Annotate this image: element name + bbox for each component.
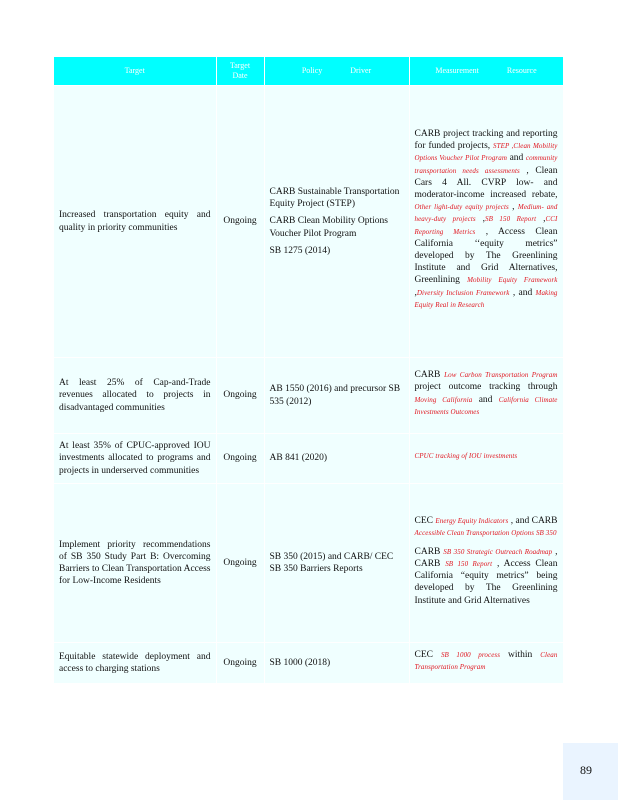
header-measurement-resource bbox=[409, 57, 563, 86]
resource-link: community transportation needs assessments bbox=[414, 154, 558, 175]
measurement-paragraph bbox=[415, 649, 558, 673]
target-cell: Implement priority recommendations of SB 350 Study Part B: Overcoming Barriers to Clean Transportation Access for Low-Income Residents bbox=[54, 484, 216, 643]
policy-item: CARB Clean Mobility Options Voucher Pilot Program bbox=[269, 216, 388, 239]
target-date-cell: Ongoing bbox=[216, 434, 264, 484]
resource-link: Diversity Inclusion Framework bbox=[416, 288, 510, 297]
measurement-text: project outcome tracking through bbox=[414, 382, 558, 393]
resource-link: Clean Transportation Program bbox=[414, 650, 558, 671]
policy-driver-cell bbox=[264, 358, 409, 434]
measurement-text: , bbox=[536, 214, 546, 225]
policy-driver-cell bbox=[264, 643, 409, 683]
measurement-text: CARB bbox=[414, 546, 444, 557]
resource-link: California Climate Investments Outcomes bbox=[414, 395, 558, 416]
resource-link: SB 350 Strategic Outreach Roadmap bbox=[443, 547, 553, 556]
resource-link: SB 150 Report bbox=[445, 559, 493, 568]
table-row bbox=[54, 358, 563, 434]
target-date-cell: Ongoing bbox=[216, 86, 264, 358]
measurement-text: , Access Clean California “equity metrics” being developed by The Greenlining Institute and Grid Alternatives bbox=[414, 558, 558, 606]
header-policy-driver bbox=[264, 57, 409, 86]
measurement-paragraph bbox=[415, 128, 558, 311]
measurement-text: and bbox=[472, 394, 499, 405]
measurement-text: and bbox=[507, 153, 526, 164]
resource-link: SB 1000 process bbox=[440, 650, 501, 659]
measurement-resource-cell bbox=[409, 86, 563, 358]
target-cell: At least 25% of Cap-and-Trade revenues allocated to projects in disadvantaged communities bbox=[54, 358, 216, 434]
target-date-cell: Ongoing bbox=[216, 358, 264, 434]
header-policy: Policy bbox=[301, 66, 323, 75]
policy-item: SB 1275 (2014) bbox=[269, 245, 331, 256]
target-date-cell: Ongoing bbox=[216, 484, 264, 643]
resource-link: CCI Reporting Metrics bbox=[414, 215, 558, 236]
measurement-paragraph bbox=[415, 546, 558, 607]
resource-link: CPUC tracking of IOU investments bbox=[414, 452, 518, 461]
measurement-text: , bbox=[508, 202, 518, 213]
target-date-cell: Ongoing bbox=[216, 643, 264, 683]
table-row bbox=[54, 86, 563, 358]
header-target: Target bbox=[54, 57, 216, 86]
measurement-text: CEC bbox=[414, 516, 436, 527]
measurement-text: , bbox=[475, 214, 485, 225]
measurement-text: , Access Clean California ‘‘equity metrics” developed by The Greenlining Institute and Grid Alternatives, Greenlining bbox=[414, 226, 558, 286]
header-measurement: Measurement bbox=[435, 66, 479, 75]
measurement-resource-cell bbox=[409, 484, 563, 643]
measurement-text: , Clean Cars 4 All. CVRP low- and moderator-income increased rebate, bbox=[414, 165, 558, 200]
measurement-text: CARB bbox=[414, 370, 445, 381]
resource-link: Making Equity Real in Research bbox=[414, 288, 558, 309]
resource-link: Energy Equity Indicators bbox=[435, 517, 509, 526]
equity-targets-table bbox=[54, 57, 564, 683]
target-cell: Equitable statewide deployment and access to charging stations bbox=[54, 643, 216, 683]
header-driver: Driver bbox=[350, 66, 372, 75]
measurement-text: within bbox=[500, 649, 541, 660]
resource-link: Medium- and heavy-duty projects bbox=[414, 203, 558, 224]
measurement-resource-cell bbox=[409, 643, 563, 683]
measurement-text: , and bbox=[509, 287, 536, 298]
resource-link: Mobility Equity Framework bbox=[467, 276, 558, 285]
resource-link: Accessible Clean Transportation Options SB 350 bbox=[414, 529, 557, 538]
measurement-paragraph bbox=[415, 515, 558, 539]
measurement-paragraph bbox=[415, 369, 558, 418]
measurement-text: CEC bbox=[414, 649, 441, 660]
policy-item: AB 841 (2020) bbox=[269, 453, 328, 464]
target-cell: At least 35% of CPUC-approved IOU investments allocated to programs and projects in underserved communities bbox=[54, 434, 216, 484]
table-row bbox=[54, 434, 563, 484]
resource-link: Low Carbon Transportation Program bbox=[444, 371, 558, 380]
policy-item: SB 1000 (2018) bbox=[269, 657, 331, 668]
policy-driver-cell bbox=[264, 86, 409, 358]
resource-link: SB 150 Report bbox=[485, 215, 537, 224]
measurement-text: , and CARB bbox=[508, 516, 558, 527]
table-row bbox=[54, 643, 563, 683]
measurement-resource-cell bbox=[409, 434, 563, 484]
measurement-resource-cell bbox=[409, 358, 563, 434]
measurement-text: , CARB bbox=[414, 546, 558, 569]
header-resource: Resource bbox=[506, 66, 537, 75]
header-target-date: Target Date bbox=[216, 57, 264, 86]
resource-link: STEP ,Clean Mobility Options Voucher Pilot Program bbox=[414, 142, 558, 163]
policy-item: SB 350 (2015) and CARB/ CEC SB 350 Barriers Reports bbox=[269, 551, 394, 574]
policy-driver-cell bbox=[264, 434, 409, 484]
table-header-row bbox=[54, 57, 563, 86]
resource-link: Other light-duty equity projects bbox=[414, 203, 509, 212]
measurement-text: CARB project tracking and reporting for funded projects, bbox=[414, 128, 558, 152]
measurement-text: , bbox=[414, 287, 417, 298]
measurement-paragraph bbox=[415, 450, 558, 462]
target-cell: Increased transportation equity and quality in priority communities bbox=[54, 86, 216, 358]
table-row bbox=[54, 484, 563, 643]
policy-item: CARB Sustainable Transportation Equity Project (STEP) bbox=[269, 186, 400, 210]
policy-item: AB 1550 (2016) and precursor SB 535 (2012) bbox=[269, 384, 401, 407]
page-number: 89 bbox=[580, 763, 592, 777]
resource-link: Moving California bbox=[414, 395, 473, 404]
policy-driver-cell bbox=[264, 484, 409, 643]
